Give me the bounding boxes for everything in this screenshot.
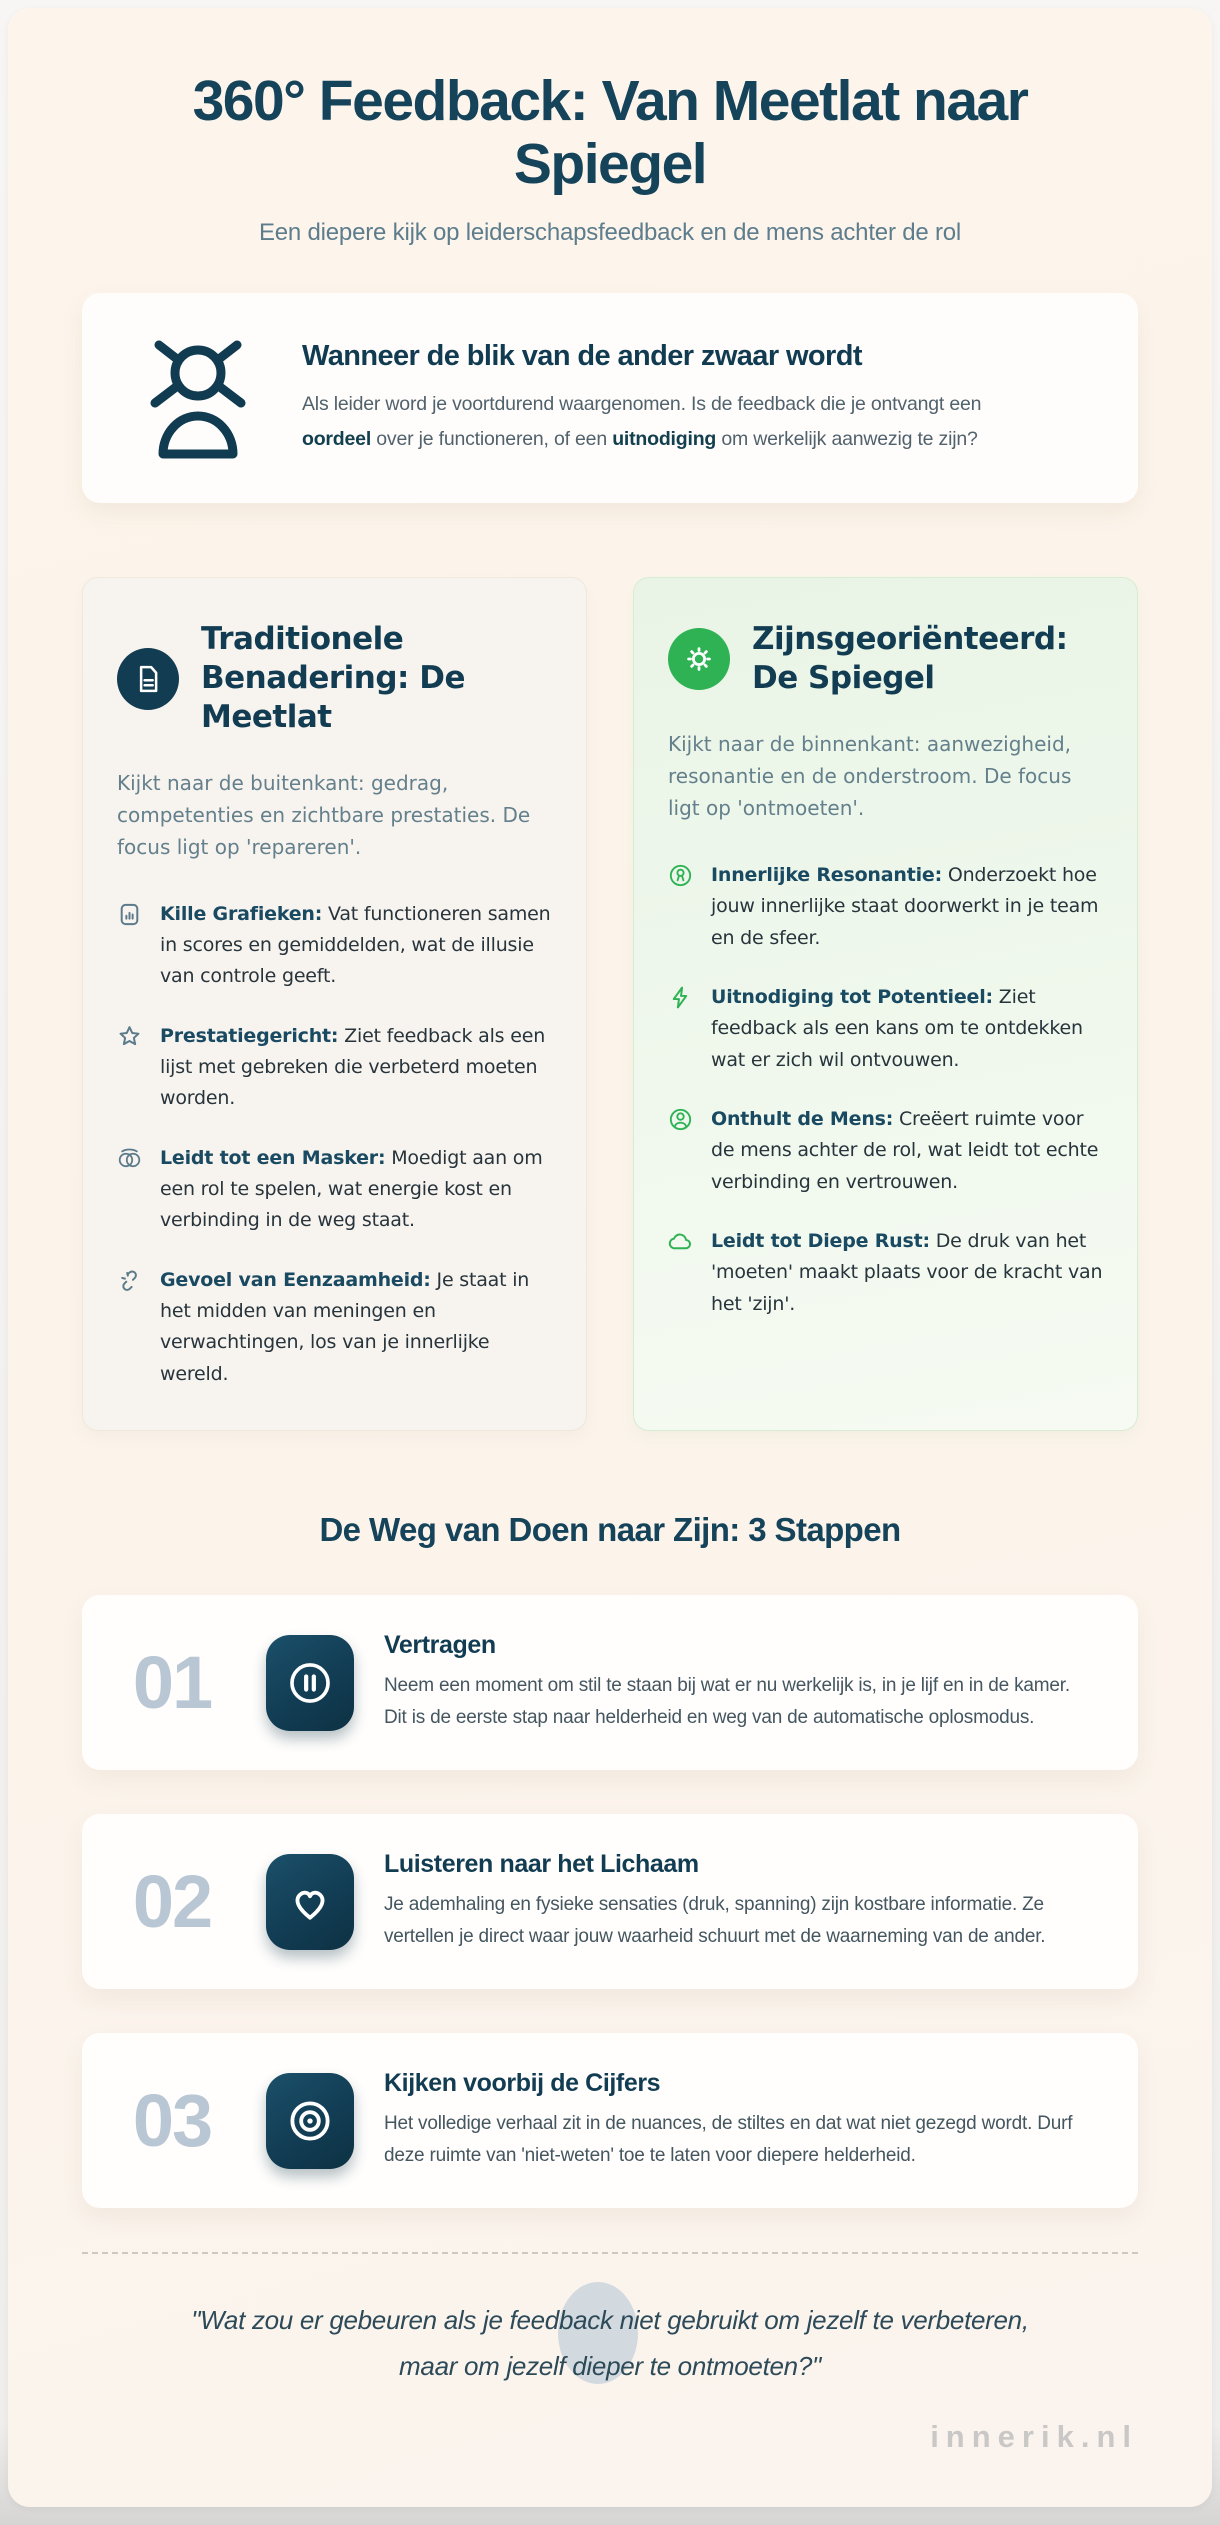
intro-card-text — [302, 387, 992, 457]
item-body: Onderzoekt hoe jouw innerlijke staat doorwerkt in je team en de sfeer. — [711, 863, 1099, 949]
item-body: Vat functioneren samen in scores en gemiddelden, wat de illusie van controle geeft. — [160, 902, 551, 988]
intro-card-body — [302, 340, 992, 457]
step-title: Kijken voorbij de Cijfers — [384, 2069, 661, 2098]
item-body: Moedigt aan om een rol te spelen, wat energie kost en verbinding in de weg staat. — [160, 1146, 543, 1232]
item-lead: Innerlijke Resonantie: — [711, 863, 942, 886]
being-card-title: Zijnsgeoriënteerd: De Spiegel — [752, 621, 1068, 697]
broken-link-icon — [117, 1268, 142, 1390]
traditional-card — [82, 577, 587, 1431]
lightning-icon — [668, 985, 693, 1076]
item-lead: Gevoel van Eenzaamheid: — [160, 1268, 431, 1291]
infographic-page — [8, 8, 1212, 2507]
step-title: Luisteren naar het Lichaam — [384, 1850, 699, 1879]
steps-heading: De Weg van Doen naar Zijn: 3 Stappen — [319, 1511, 901, 1549]
star-icon — [117, 1024, 142, 1115]
being-card — [633, 577, 1138, 1431]
list-item — [117, 899, 552, 993]
intro-text-bold-uitnodiging: uitnodiging — [612, 427, 717, 450]
item-body: Creëert ruimte voor de mens achter de rol, wat leidt tot echte verbinding en vertrouwen. — [711, 1107, 1099, 1193]
sun-icon — [668, 628, 730, 690]
item-lead: Prestatiegericht: — [160, 1024, 339, 1047]
step-card-3 — [82, 2033, 1138, 2208]
item-lead: Kille Grafieken: — [160, 902, 323, 925]
resonance-icon — [668, 863, 693, 954]
item-body: Je staat in het midden van meningen en verwachtingen, los van je innerlijke wereld. — [160, 1268, 530, 1385]
traditional-list — [117, 899, 552, 1390]
closing-quote-block — [170, 2298, 1050, 2389]
step-text: Het volledige verhaal zit in de nuances, de stiltes en dat wat niet gezegd wordt. Durf deze ruimte van 'niet-weten' toe te laten voor diepere helderheid. — [384, 2113, 1073, 2167]
observed-person-icon — [146, 335, 250, 461]
item-body: De druk van het 'moeten' maakt plaats voor de kracht van het 'zijn'. — [711, 1229, 1103, 1315]
being-card-header — [668, 620, 1103, 698]
intro-text-part: Als leider word je voortdurend waargenomen. Is de feedback die je ontvangt een — [302, 392, 982, 415]
dashed-divider — [82, 2252, 1138, 2254]
cloud-icon — [668, 1229, 693, 1320]
list-item — [668, 1226, 1103, 1320]
list-item — [117, 1021, 552, 1115]
intro-text-part: over je functioneren, of een — [371, 427, 613, 450]
pause-circle-icon — [266, 1635, 354, 1731]
bar-chart-icon — [117, 902, 142, 993]
intro-card — [82, 293, 1138, 503]
masks-icon — [117, 1146, 142, 1237]
list-item — [668, 860, 1103, 954]
step-card-1 — [82, 1595, 1138, 1770]
being-card-intro: Kijkt naar de binnenkant: aanwezigheid, resonantie en de onderstroom. De focus ligt op 'ontmoeten'. — [668, 731, 1072, 820]
intro-text-part: om werkelijk aanwezig te zijn? — [716, 427, 978, 450]
step-number: 01 — [132, 1641, 212, 1725]
item-body: Ziet feedback als een kans om te ontdekken wat er zich wil ontvouwen. — [711, 985, 1083, 1071]
being-list — [668, 860, 1103, 1320]
traditional-card-title: Traditionele Benadering: De Meetlat — [201, 621, 465, 735]
heart-icon — [266, 1854, 354, 1950]
item-lead: Leidt tot een Masker: — [160, 1146, 386, 1169]
step-number: 03 — [132, 2079, 212, 2163]
person-circle-icon — [668, 1107, 693, 1198]
list-item — [117, 1143, 552, 1237]
page-subtitle: Een diepere kijk op leiderschapsfeedback en de mens achter de rol — [258, 219, 962, 247]
item-body: Ziet feedback als een lijst met gebreken die verbeterd moeten worden. — [160, 1024, 546, 1110]
page-title: 360° Feedback: Van Meetlat naar Spiegel — [192, 69, 1028, 196]
brand-watermark: innerik.nl — [930, 2419, 1138, 2455]
list-item — [668, 982, 1103, 1076]
target-icon — [266, 2073, 354, 2169]
item-lead: Uitnodiging tot Potentieel: — [711, 985, 993, 1008]
step-number: 02 — [132, 1860, 212, 1944]
step-text: Neem een moment om stil te staan bij wat er nu werkelijk is, in je lijf en in de kamer. Dit is de eerste stap naar helderheid en weg van de automatische oplosmodus. — [384, 1675, 1070, 1729]
step-text: Je ademhaling en fysieke sensaties (druk, spanning) zijn kostbare informatie. Ze vertellen je direct waar jouw waarheid schuurt met de waarneming van de ander. — [384, 1894, 1046, 1948]
traditional-card-header — [117, 620, 552, 736]
item-lead: Leidt tot Diepe Rust: — [711, 1229, 930, 1252]
closing-quote: "Wat zou er gebeuren als je feedback niet gebruikt om jezelf te verbeteren, maar om jezelf dieper te ontmoeten?" — [191, 2305, 1029, 2381]
intro-text-bold-oordeel: oordeel — [302, 427, 372, 450]
document-icon — [117, 648, 179, 710]
list-item — [117, 1265, 552, 1390]
item-lead: Onthult de Mens: — [711, 1107, 894, 1130]
step-title: Vertragen — [384, 1631, 496, 1660]
list-item — [668, 1104, 1103, 1198]
intro-card-title: Wanneer de blik van de ander zwaar wordt — [302, 339, 862, 372]
traditional-card-intro: Kijkt naar de buitenkant: gedrag, competenties en zichtbare prestaties. De focus ligt op 'repareren'. — [117, 770, 531, 859]
comparison-section — [82, 577, 1138, 1431]
step-card-2 — [82, 1814, 1138, 1989]
